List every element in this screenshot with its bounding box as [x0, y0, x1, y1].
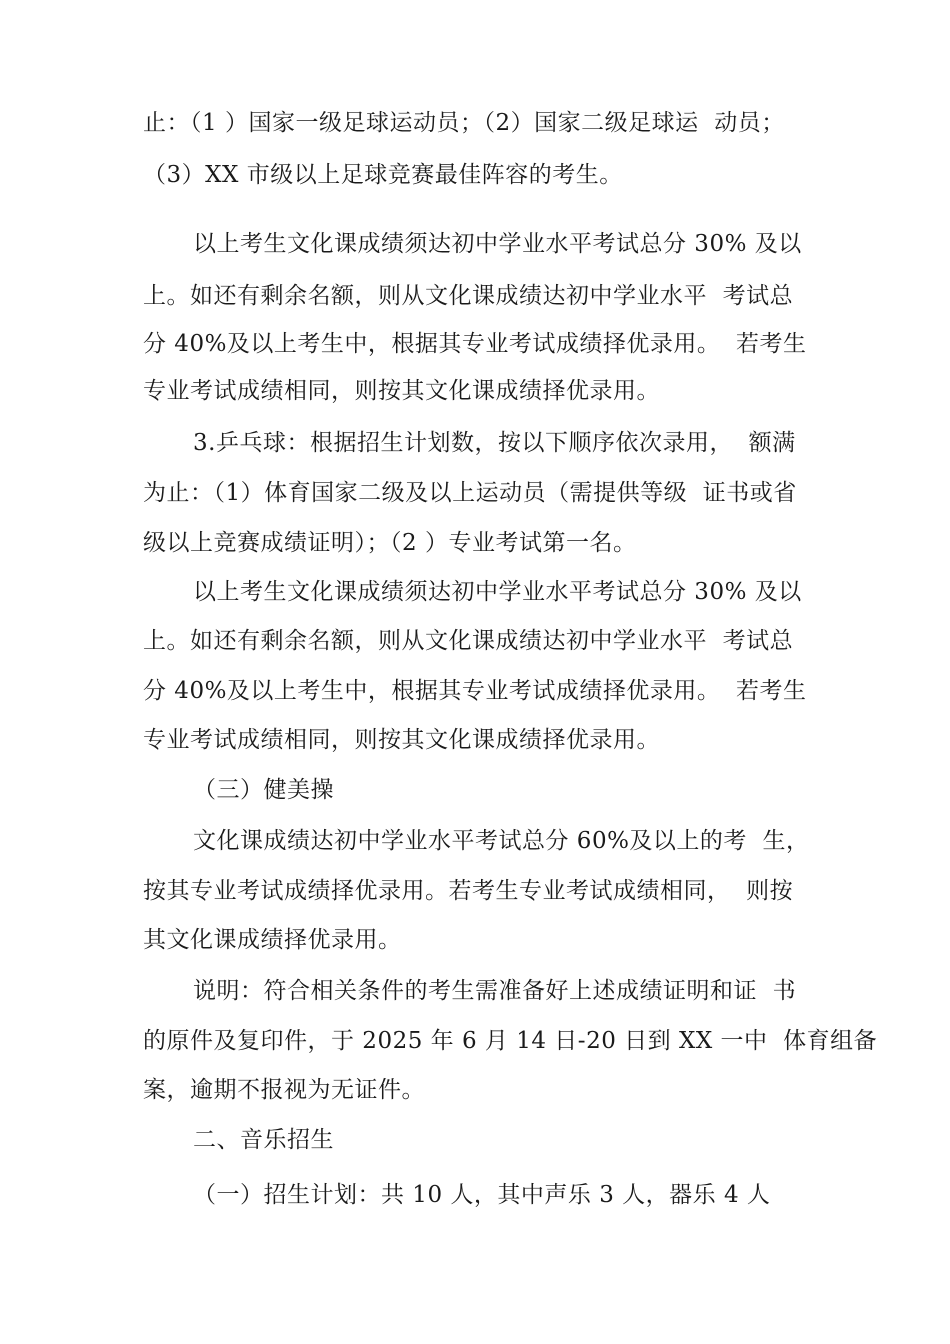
- text-line: 专业考试成绩相同，则按其文化课成绩择优录用。: [143, 378, 660, 404]
- text-line: 3.乒乓球：根据招生计划数，按以下顺序依次录用， 额满: [193, 430, 796, 456]
- text-line: 上。如还有剩余名额，则从文化课成绩达初中学业水平 考试总: [143, 628, 794, 654]
- text-line: （一）招生计划：共 10 人，其中声乐 3 人，器乐 4 人: [193, 1182, 771, 1208]
- text-line: 其文化课成绩择优录用。: [143, 927, 402, 953]
- text-line: 专业考试成绩相同，则按其文化课成绩择优录用。: [143, 727, 660, 753]
- text-line: 文化课成绩达初中学业水平考试总分 60%及以上的考 生，: [193, 828, 810, 854]
- text-line: （3）XX 市级以上足球竞赛最佳阵容的考生。: [143, 162, 623, 188]
- text-line: 以上考生文化课成绩须达初中学业水平考试总分 30% 及以: [193, 579, 802, 605]
- text-line: 按其专业考试成绩择优录用。若考生专业考试成绩相同， 则按: [143, 878, 794, 904]
- section-heading: （三）健美操: [193, 777, 334, 803]
- text-line: 分 40%及以上考生中，根据其专业考试成绩择优录用。 若考生: [143, 331, 807, 357]
- text-line: 分 40%及以上考生中，根据其专业考试成绩择优录用。 若考生: [143, 678, 807, 704]
- text-line: 案，逾期不报视为无证件。: [143, 1077, 425, 1103]
- section-heading: 二、音乐招生: [193, 1127, 334, 1153]
- text-line: 级以上竞赛成绩证明）；（2 ）专业考试第一名。: [143, 530, 637, 556]
- text-line: 说明：符合相关条件的考生需准备好上述成绩证明和证 书: [193, 978, 797, 1004]
- text-line: 的原件及复印件，于 2025 年 6 月 14 日-20 日到 XX 一中 体育组备: [143, 1028, 878, 1054]
- text-line: 以上考生文化课成绩须达初中学业水平考试总分 30% 及以: [193, 231, 802, 257]
- text-line: 为止：（1）体育国家二级及以上运动员（需提供等级 证书或省: [143, 480, 797, 506]
- text-line: 止：（1 ）国家一级足球运动员；（2）国家二级足球运 动员；: [143, 110, 785, 136]
- text-line: 上。如还有剩余名额，则从文化课成绩达初中学业水平 考试总: [143, 283, 794, 309]
